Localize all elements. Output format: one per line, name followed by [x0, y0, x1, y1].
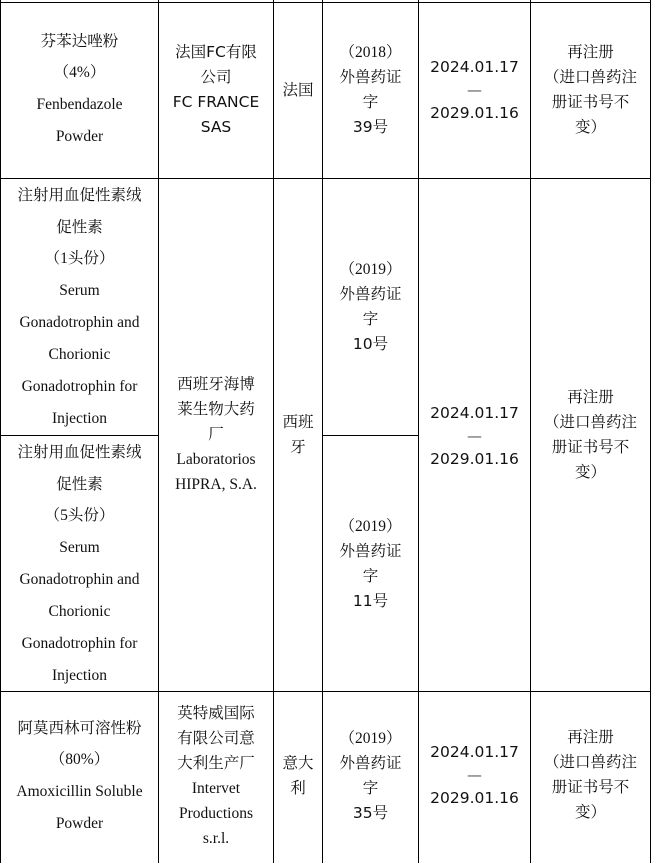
table-border-right — [650, 0, 651, 863]
row2-product-name-cn-1: 注射用血促性素绒 — [17, 186, 142, 204]
row2-product-en-1: Serum — [59, 282, 100, 299]
row2-date-start: 2024.01.17 — [430, 404, 519, 422]
row3-license-char: 字 — [362, 567, 379, 585]
row1-product-name-en-1: Fenbendazole — [36, 96, 123, 113]
row1-license-year: （2018） — [339, 44, 402, 61]
row4-license-year: （2019） — [339, 730, 402, 747]
row2-company-cn-3: 厂 — [208, 425, 224, 443]
row2-date-end: 2029.01.16 — [430, 450, 519, 468]
row2-country-1: 西班 — [282, 413, 314, 431]
row1-company-cn-2: 公司 — [200, 68, 232, 86]
row2-product-en-3: Chorionic — [48, 346, 111, 363]
row4-company-en-3: s.r.l. — [202, 830, 230, 847]
row3-product-cell — [1, 436, 158, 692]
row1-remark-3: 册证书号不 — [551, 93, 630, 111]
row1-validity-cell — [419, 50, 530, 130]
row1-date-separator: — — [467, 81, 482, 99]
row2-license-char: 字 — [362, 310, 379, 328]
row4-company-cn-2: 有限公司意 — [177, 729, 255, 747]
row2-company-cn-2: 莱生物大药 — [177, 400, 255, 418]
row1-company-en-2: SAS — [200, 118, 232, 136]
row4-product-name-cn: 阿莫西林可溶性粉 — [17, 719, 142, 737]
row4-company-cn-3: 大利生产厂 — [177, 754, 255, 772]
row3-product-name-cn-1: 注射用血促性素绒 — [17, 443, 142, 461]
row1-remark-cell — [531, 40, 650, 140]
row4-date-separator: — — [467, 766, 482, 784]
row1-license-cell — [323, 40, 418, 140]
row1-date-start: 2024.01.17 — [430, 58, 519, 76]
row3-product-name-cn-2: 促性素 — [56, 475, 103, 493]
row2-date-separator: — — [467, 427, 482, 445]
row4-remark-3: 册证书号不 — [551, 778, 630, 796]
row4-product-en-1: Amoxicillin Soluble — [16, 783, 143, 800]
row1-remark-2: （进口兽药注 — [543, 68, 637, 86]
row2-product-en-2: Gonadotrophin and — [19, 314, 140, 331]
row4-remark-2: （进口兽药注 — [543, 753, 637, 771]
row2-remark-cell — [531, 385, 650, 485]
row1-date-end: 2029.01.16 — [430, 104, 519, 122]
row3-license-number: 11号 — [352, 592, 389, 610]
row2-country-cell — [274, 410, 322, 460]
row2-remark-1: 再注册 — [567, 388, 614, 406]
row3-product-en-5: Injection — [51, 667, 108, 684]
row4-product-spec: （80%） — [49, 751, 110, 768]
row4-date-start: 2024.01.17 — [430, 743, 519, 761]
row1-license-number: 39号 — [352, 118, 389, 136]
row2-company-en-2: HIPRA, S.A. — [175, 476, 257, 493]
row2-license-year: （2019） — [339, 261, 402, 278]
row4-license-type: 外兽药证 — [339, 754, 402, 772]
row4-company-en-1: Intervet — [191, 780, 241, 797]
row1-product-cell — [1, 27, 158, 151]
row2-remark-2: （进口兽药注 — [543, 413, 637, 431]
row2-company-cell — [159, 372, 273, 497]
row3-license-year: （2019） — [339, 518, 402, 535]
row2-validity-cell — [419, 396, 530, 476]
row2-license-type: 外兽药证 — [339, 285, 402, 303]
row4-license-cell — [323, 726, 418, 826]
row2-country-2: 牙 — [290, 438, 306, 456]
row4-country-1: 意大 — [282, 754, 314, 772]
row2-product-spec: （1头份） — [44, 250, 115, 267]
row-divider-inner-license — [322, 435, 418, 436]
row4-validity-cell — [419, 735, 530, 815]
row1-remark-1: 再注册 — [567, 43, 614, 61]
row1-country-cell — [274, 78, 322, 103]
row4-company-cn-1: 英特威国际 — [177, 704, 255, 722]
row2-license-cell — [323, 257, 418, 357]
row3-product-en-3: Chorionic — [48, 603, 111, 620]
row3-product-en-1: Serum — [59, 539, 100, 556]
row2-product-cell — [1, 179, 158, 435]
row4-remark-cell — [531, 725, 650, 825]
row4-product-cell — [1, 712, 158, 840]
row1-company-cn-1: 法国FC有限 — [175, 43, 257, 61]
row2-product-name-cn-2: 促性素 — [56, 218, 103, 236]
row2-product-en-5: Injection — [51, 410, 108, 427]
row4-company-en-2: Productions — [178, 805, 254, 822]
table-border-top — [0, 2, 651, 3]
row1-company-cell — [159, 40, 273, 140]
row3-product-en-4: Gonadotrophin for — [21, 635, 138, 652]
row4-company-cell — [159, 701, 273, 851]
row3-license-type: 外兽药证 — [339, 542, 402, 560]
row3-product-en-2: Gonadotrophin and — [19, 571, 140, 588]
row1-remark-4: 变） — [574, 118, 606, 136]
row1-company-en-1: FC FRANCE — [172, 93, 260, 111]
row2-company-cn-1: 西班牙海博 — [177, 375, 255, 393]
row1-product-spec: （4%） — [53, 64, 106, 81]
row4-license-number: 35号 — [352, 804, 389, 822]
row2-license-number: 10号 — [352, 335, 389, 353]
row1-country: 法国 — [282, 81, 314, 99]
row4-country-cell — [274, 751, 322, 801]
row2-remark-3: 册证书号不 — [551, 438, 630, 456]
row1-product-name-en-2: Powder — [55, 128, 104, 145]
row3-license-cell — [323, 514, 418, 614]
row2-product-en-4: Gonadotrophin for — [21, 378, 138, 395]
row4-date-end: 2029.01.16 — [430, 789, 519, 807]
row1-product-name-cn: 芬苯达唑粉 — [40, 32, 119, 50]
row4-remark-1: 再注册 — [567, 728, 614, 746]
row2-company-en-1: Laboratorios — [176, 451, 256, 468]
row3-product-spec: （5头份） — [44, 507, 115, 524]
row1-license-type: 外兽药证 — [339, 68, 402, 86]
row4-product-en-2: Powder — [55, 815, 104, 832]
row4-license-char: 字 — [362, 779, 379, 797]
row4-remark-4: 变） — [574, 803, 606, 821]
row2-remark-4: 变） — [574, 463, 606, 481]
row4-country-2: 利 — [290, 779, 306, 797]
row1-license-char: 字 — [362, 93, 379, 111]
